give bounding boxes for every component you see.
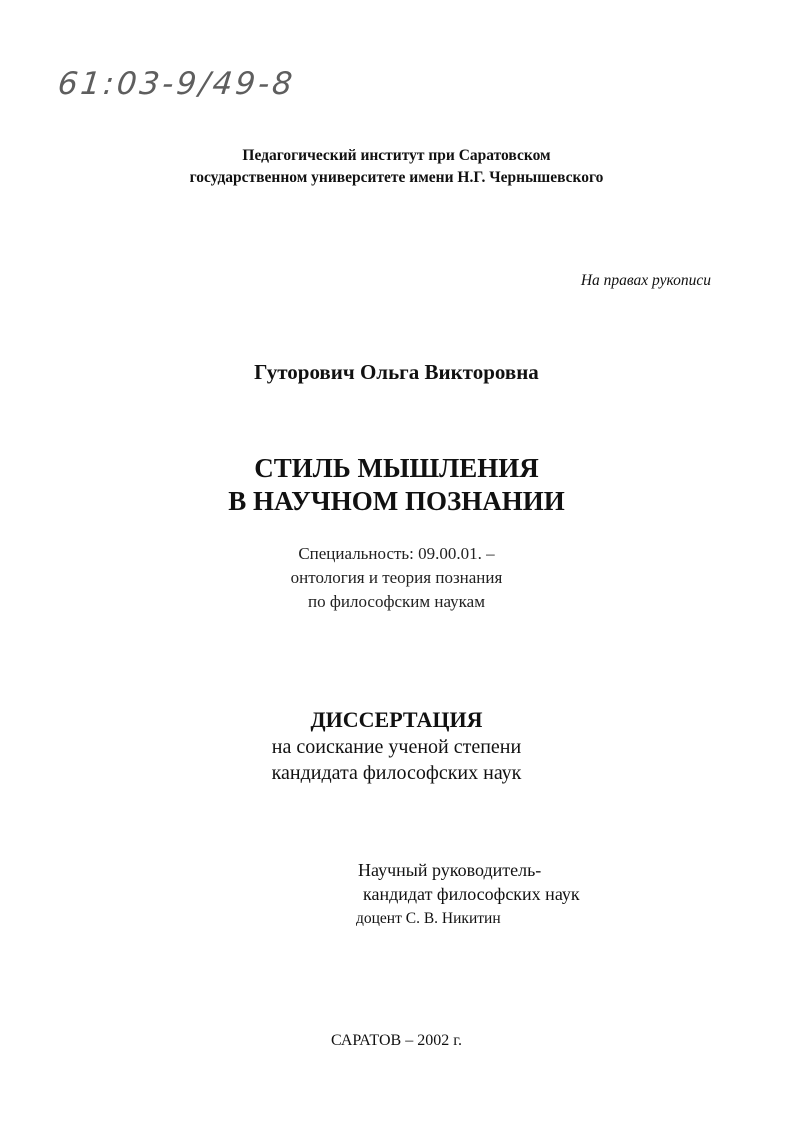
institution-line-1: Педагогический институт при Саратовском [242,147,551,164]
institution-block [0,145,793,189]
supervisor-line-3: доцент С. В. Никитин [356,910,501,927]
speciality-block [0,542,793,614]
dissertation-block [0,706,793,786]
supervisor-line-1: Научный руководитель- [358,860,542,880]
handwritten-archive-number: 61:03-9/49-8 [56,66,297,102]
author-name: Гуторович Ольга Викторовна [254,360,539,384]
rights-note: На правах рукописи [580,272,711,289]
speciality-line-1: Специальность: 09.00.01. – [298,544,495,563]
dissertation-line-2: кандидата философских наук [271,762,522,784]
dissertation-heading: ДИССЕРТАЦИЯ [310,707,483,732]
institution-line-2: государственном университете имени Н.Г. Чернышевского [189,169,604,186]
title-line-2: В НАУЧНОМ ПОЗНАНИИ [228,486,565,516]
title-line-1: СТИЛЬ МЫШЛЕНИЯ [254,453,539,483]
dissertation-title [0,452,793,518]
supervisor-line-2: кандидат философских наук [363,884,580,904]
speciality-line-3: по философским наукам [308,592,485,611]
dissertation-line-1: на соискание ученой степени [271,736,522,758]
speciality-line-2: онтология и теория познания [290,568,503,587]
city-year: САРАТОВ – 2002 г. [331,1032,462,1049]
